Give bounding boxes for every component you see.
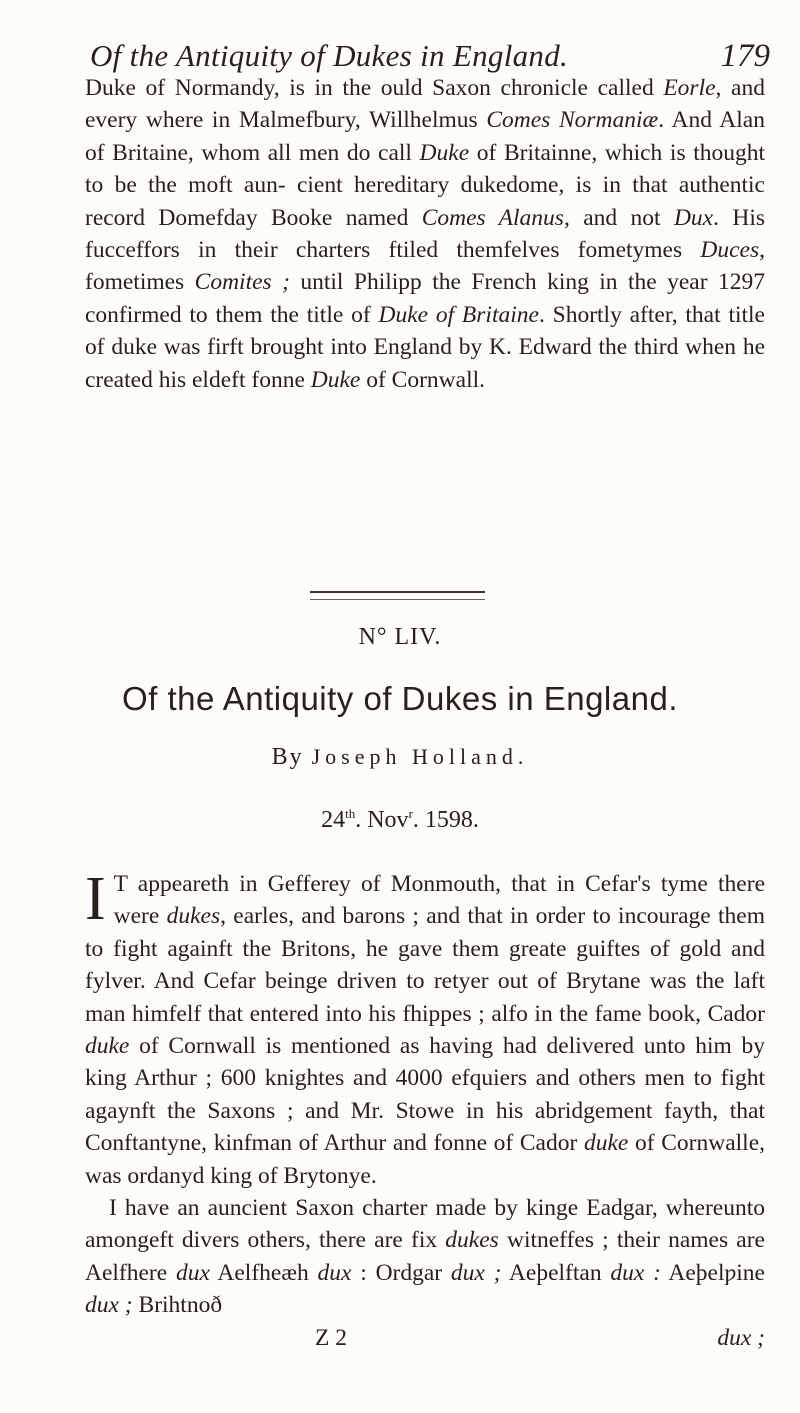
text-run: Brihtnoð bbox=[132, 1292, 223, 1319]
continued-paragraph-text bbox=[85, 72, 765, 396]
date-day-suffix: th bbox=[345, 806, 356, 821]
date-day: 24 bbox=[321, 807, 346, 833]
article-number: N° LIV. bbox=[358, 624, 442, 650]
main-paragraph bbox=[85, 865, 765, 1192]
main-text bbox=[85, 865, 765, 1354]
date-month: . Nov bbox=[355, 807, 409, 833]
text-run: , earles, and barons ; and that in order to incourage them to fight againft the Britons, he gave them greate guiftes of gold and fylver. And Cefar beinge driven to retyer out of Brytane was the laft man himfelf that entered into his fhippes ; alfo in the fame book, Cador bbox=[85, 903, 765, 1027]
text-run: Duke of Normandy, is in the ould Saxon chronicle called bbox=[85, 75, 664, 101]
dateline bbox=[0, 806, 800, 834]
italic-run: Duke bbox=[419, 139, 470, 166]
text-run: , and not bbox=[563, 204, 674, 231]
text-run: until Philipp the French king in the year 1297 confirmed to them the title of bbox=[85, 269, 766, 328]
italic-run: dukes bbox=[166, 903, 221, 930]
text-run: T appeareth in Gefferey of Monmouth, that in Cefar's tyme there were bbox=[113, 871, 765, 930]
text-run: , fometimes bbox=[85, 237, 765, 296]
italic-run: Comes Normaniæ bbox=[486, 107, 659, 134]
date-month-suffix: r bbox=[408, 806, 413, 821]
text-run: witneffes ; their names are Aelfhere bbox=[85, 1227, 765, 1286]
text-run: Aeþelftan bbox=[501, 1259, 611, 1286]
text-run: of Cornwall is mentioned as having had delivered unto him by king Arthur ; 600 knightes and 4000 efquiers and others men to fight agaynft the Saxons ; and Mr. Stowe in his abridgement fayth, that Conftantyne, kinfman of Arthur and fonne of Cador bbox=[85, 1033, 765, 1157]
author-name: Joseph Holland. bbox=[311, 744, 529, 769]
running-title: Of the Antiquity of Dukes in England. bbox=[90, 38, 569, 73]
byline-prefix: By bbox=[271, 744, 304, 770]
italic-run: duke bbox=[583, 1130, 629, 1157]
text-run: . Shortly after, that title of duke was firft brought into England by K. Edward the third when he created his eldeft fonne bbox=[85, 301, 765, 393]
main-paragraph-text bbox=[85, 871, 765, 1189]
italic-run: Dux bbox=[673, 204, 714, 231]
text-run: Aelfheæh bbox=[209, 1259, 318, 1286]
italic-run: dux bbox=[317, 1259, 352, 1286]
text-run: of Britainne, which is thought to be the moft aun- cient hereditary dukedome, is in that authentic record Domefday Booke named bbox=[85, 139, 766, 231]
text-run: . His fucceffors in their charters ftiled themfelves fometymes bbox=[85, 204, 765, 264]
page-number: 179 bbox=[720, 38, 770, 74]
byline bbox=[0, 744, 800, 771]
italic-run: Eorle bbox=[663, 75, 716, 101]
italic-run: dux bbox=[175, 1259, 210, 1286]
text-run: I have an auncient Saxon charter made by kinge Eadgar, whereunto amongeft divers others, there are fix bbox=[85, 1195, 765, 1254]
italic-run: dux ; bbox=[85, 1292, 133, 1319]
italic-run: dux ; bbox=[450, 1259, 502, 1286]
catchword: dux ; bbox=[717, 1324, 765, 1351]
text-run: . And Alan of Britaine, whom all men do call bbox=[85, 107, 765, 166]
section-rule bbox=[310, 591, 485, 600]
article-title: Of the Antiquity of Dukes in England. bbox=[122, 680, 678, 717]
italic-run: Duke of Britaine bbox=[378, 301, 539, 328]
italic-run: Comites ; bbox=[194, 269, 290, 296]
signature-mark: Z 2 bbox=[315, 1324, 347, 1351]
second-paragraph bbox=[85, 1192, 765, 1322]
italic-run: dux : bbox=[610, 1259, 661, 1286]
text-run: Aeþelƿine bbox=[660, 1259, 765, 1286]
text-run: of Cornwall. bbox=[360, 366, 486, 393]
italic-run: Duke bbox=[310, 366, 361, 393]
page-footer bbox=[85, 1322, 765, 1354]
date-year: . 1598. bbox=[412, 807, 479, 833]
italic-run: dukes bbox=[445, 1227, 499, 1254]
text-run: of Cornwalle, was ordanyd king of Brytonye. bbox=[85, 1130, 765, 1189]
text-run: , and every where in Malmefbury, Willhelmus bbox=[85, 75, 765, 134]
italic-run: Duces bbox=[700, 237, 760, 264]
italic-run: Comes Alanus bbox=[421, 204, 564, 231]
italic-run: duke bbox=[85, 1033, 130, 1060]
continued-paragraph bbox=[85, 72, 765, 396]
drop-cap: I bbox=[85, 865, 106, 933]
text-run: : Ordgar bbox=[351, 1259, 451, 1286]
